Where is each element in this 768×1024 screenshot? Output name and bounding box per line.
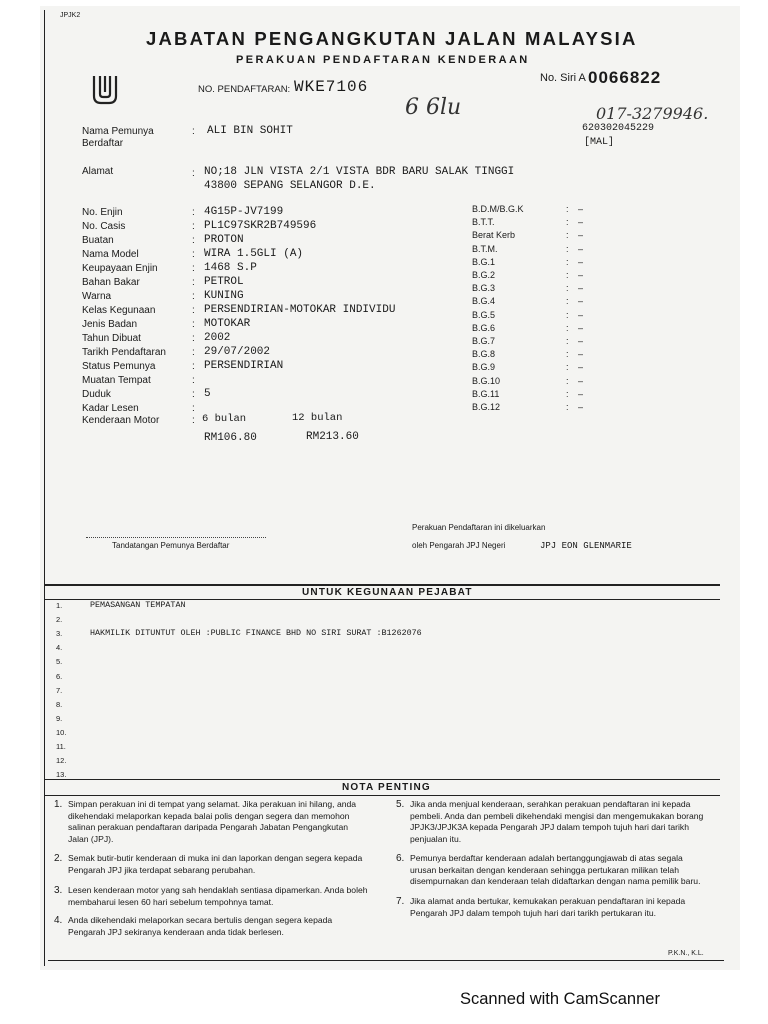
note-text: Simpan perakuan ini di tempat yang selamat. Jika perakuan ini hilang, anda dikehendaki melaporkan kepada balai polis dengan segera dan memohon salinan perakuan pendaftaran daripada Pengarah Jabatan Pengangkutan Jalan (JPJ). [68,799,357,844]
note-item [396,799,710,845]
owner-signature-label: Tandatangan Pemunya Berdaftar [112,541,230,550]
license-six-month-label: 6 bulan [202,413,247,425]
jpj-logo-icon [90,72,120,106]
weight-field-value: – [578,230,584,241]
vehicle-field-value: PETROL [204,276,244,288]
vehicle-field-value: PL1C97SKR2B749596 [204,220,317,232]
weight-field-colon: : [566,204,569,214]
office-row-number: 5. [56,657,63,667]
issued-line-1: Perakuan Pendaftaran ini dikeluarkan [412,523,546,532]
vehicle-field-label: Warna [82,291,112,302]
note-item [54,799,368,845]
weight-field-colon: : [566,256,569,267]
office-row-number: 8. [56,699,63,709]
note-item [54,915,368,938]
office-row-number: 9. [56,713,63,723]
footer-rule [48,960,724,961]
office-row-number: 6. [56,671,63,681]
office-row-number: 7. [56,685,63,695]
vehicle-field-colon: : [192,347,195,358]
weight-field-label: B.D.M/B.G.K [472,204,524,214]
vehicle-field-colon: : [192,221,195,232]
weight-field-colon: : [566,270,569,280]
weight-field-colon: : [566,349,569,360]
weight-field-label: B.T.T. [472,217,495,228]
weight-field-value: – [578,256,584,267]
vehicle-field-value: PERSENDIRIAN [204,360,284,372]
note-text: Pemunya berdaftar kenderaan adalah bertanggungjawab di atas segala urusan berkaitan dengan kenderaan sehingga pertukaran milikan telah disempurnakan dan kenderaan telah didaftarkan dengan nama pemilik baru. [410,853,701,886]
vehicle-field-label: Bahan Bakar [82,277,140,288]
weight-field-label: B.G.6 [472,322,496,333]
vehicle-field-colon: : [192,263,195,274]
vehicle-field-value: 1468 S.P [204,262,257,274]
issued-office: JPJ EON GLENMARIE [540,541,632,551]
handwritten-note: 6 6lu [405,95,462,120]
owner-id-no: 620302045229 [582,123,655,134]
note-text: Jika anda menjual kenderaan, serahkan perakuan pendaftaran ini kepada pembeli. Anda dan pembeli dikehendaki mengisi dan mengemukakan borang JPJK3/JPJK3A kepada Pengarah JPJ dalam tempoh tujuh hari dari tarikh penjualan itu. [410,799,704,844]
weight-field-label: B.G.9 [472,362,496,373]
address-line-2: 43800 SEPANG SELANGOR D.E. [204,180,376,192]
reg-no-label: NO. PENDAFTARAN: [198,84,291,95]
office-row-number: 3. [56,629,63,639]
note-text: Lesen kenderaan motor yang sah hendaklah sentiasa dipamerkan. Anda boleh membaharui lesen 60 hari sebelum tempohnya tamat. [68,885,368,907]
weight-field-value: – [578,375,584,386]
note-number: 1. [54,799,63,810]
weight-field-value: – [578,296,584,307]
notes-top-rule [44,779,720,780]
vehicle-field-label: Jenis Badan [82,319,138,330]
weight-field-label: B.G.2 [472,270,496,280]
vehicle-field-colon: : [192,235,195,246]
weight-field-value: – [578,243,584,254]
vehicle-field-label: Duduk [82,389,111,400]
vehicle-field-value: 29/07/2002 [204,346,271,358]
serial-value: 0066822 [588,68,662,87]
reg-no-value: WKE7106 [294,78,369,96]
vehicle-field-label: Kadar Lesen [82,403,139,414]
vehicle-field-label: Buatan [82,235,114,246]
weight-field-label: B.G.11 [472,388,500,399]
note-text: Jika alamat anda bertukar, kemukakan perakuan pendaftaran ini kepada Pengarah JPJ dalam tempoh tujuh hari dari tarikh pertukaran itu. [410,896,686,918]
vehicle-field-value: WIRA 1.5GLI (A) [204,248,304,260]
weight-field-colon: : [566,336,569,346]
weight-field-label: B.G.7 [472,336,496,346]
weight-field-colon: : [566,402,569,412]
office-row-number: 2. [56,615,63,625]
weight-field-value: – [578,388,584,399]
vehicle-field-label: Kenderaan Motor [82,415,160,426]
weight-field-value: – [578,336,584,346]
weight-field-label: B.G.8 [472,349,496,360]
note-text: Anda dikehendaki melaporkan secara bertulis dengan segera kepada Pengarah JPJ sekiranya kenderaan anda tidak berlesen. [68,915,333,937]
vehicle-field-label: Keupayaan Enjin [82,263,158,274]
weight-field-value: – [578,204,584,214]
vehicle-field-colon: : [192,277,195,288]
vehicle-field-colon: : [192,361,195,372]
weight-field-colon: : [566,283,569,294]
vehicle-field-label: Tahun Dibuat [82,333,141,344]
vehicle-field-label: No. Enjin [82,207,123,218]
notes-sub-rule [44,795,720,796]
weight-field-value: – [578,362,584,373]
weight-field-colon: : [566,217,569,228]
issued-line-2: oleh Pengarah JPJ Negeri [412,541,506,550]
jpj-logo [90,72,120,106]
vehicle-field-value: 5 [204,388,211,400]
vehicle-field-colon: : [192,333,195,344]
weight-field-colon: : [566,362,569,373]
vehicle-field-colon: : [192,415,195,426]
note-item [54,885,368,908]
note-number: 3. [54,885,63,896]
license-six-month-value: RM106.80 [204,432,257,444]
address-label: Alamat [82,166,114,177]
office-use-title: UNTUK KEGUNAAN PEJABAT [302,587,473,598]
note-number: 5. [396,799,405,810]
office-row-number: 12. [56,756,67,766]
vehicle-field-label: No. Casis [82,221,126,232]
weight-field-colon: : [566,230,569,241]
weight-field-label: B.G.10 [472,375,501,386]
vehicle-field-value: PROTON [204,234,244,246]
office-row-number: 10. [56,727,67,737]
agency-title: JABATAN PENGANGKUTAN JALAN MALAYSIA [146,28,638,49]
weight-field-label: B.G.1 [472,256,496,267]
vehicle-field-colon: : [192,249,195,260]
office-row-text: PEMASANGAN TEMPATAN [90,600,186,610]
address-line-1: NO;18 JLN VISTA 2/1 VISTA BDR BARU SALAK TINGGI [204,166,515,178]
vehicle-field-value: 2002 [204,332,231,344]
vehicle-field-colon: : [192,403,195,414]
vehicle-field-colon: : [192,305,195,316]
weight-field-colon: : [566,388,569,399]
note-item [396,853,710,888]
owner-signature-line [86,537,266,538]
weight-field-label: B.G.12 [472,402,501,412]
owner-name-label-1: Nama Pemunya [82,126,154,137]
weight-field-colon: : [566,243,569,254]
office-use-top-rule [44,584,720,586]
note-text: Semak butir-butir kenderaan di muka ini dan laporkan dengan segera kepada Pengarah JPJ jika terdapat sebarang perubahan. [68,853,363,875]
vehicle-field-label: Muatan Tempat [82,375,151,386]
weight-field-label: B.T.M. [472,243,498,254]
weight-field-label: B.G.4 [472,296,496,307]
vehicle-field-value: PERSENDIRIAN-MOTOKAR INDIVIDU [204,304,396,316]
weight-field-value: – [578,402,584,412]
license-twelve-month-label: 12 bulan [292,412,343,424]
notes-title: NOTA PENTING [342,782,431,793]
owner-name-value: ALI BIN SOHIT [207,125,293,137]
vehicle-field-colon: : [192,291,195,302]
vehicle-field-label: Status Pemunya [82,361,156,372]
note-number: 6. [396,853,405,864]
vehicle-field-value: KUNING [204,290,244,302]
weight-field-colon: : [566,296,569,307]
note-number: 7. [396,896,405,907]
weight-field-label: B.G.5 [472,309,496,320]
office-row-text: HAKMILIK DITUNTUT OLEH :PUBLIC FINANCE BHD NO SIRI SURAT :B1262076 [90,628,422,639]
vehicle-field-colon: : [192,207,195,218]
vehicle-field-label: Tarikh Pendaftaran [82,347,166,358]
office-row-number: 1. [56,601,63,610]
scanner-watermark: Scanned with CamScanner [460,990,660,1008]
weight-field-value: – [578,349,584,360]
office-row-number: 4. [56,643,63,653]
note-number: 2. [54,853,63,864]
weight-field-label: Berat Kerb [472,230,516,241]
vehicle-field-value: 4G15P-JV7199 [204,206,284,218]
handwritten-phone: 017-3279946. [596,104,709,123]
weight-field-value: – [578,217,584,228]
vehicle-field-colon: : [192,375,195,386]
vehicle-field-label: Kelas Kegunaan [82,305,156,316]
weight-field-value: – [578,309,584,320]
owner-id-type: [MAL] [584,137,615,148]
note-item [396,896,710,919]
print-code: P.K.N., K.L. [668,950,704,957]
address-colon: : [192,168,195,179]
weight-field-value: – [578,270,584,280]
document-title: PERAKUAN PENDAFTARAN KENDERAAN [236,54,530,66]
left-margin-line [44,10,45,966]
note-item [54,853,368,876]
note-number: 4. [54,915,63,926]
vehicle-field-label: Nama Model [82,249,139,260]
weight-field-value: – [578,283,584,294]
owner-name-colon: : [192,126,195,137]
weight-field-colon: : [566,309,569,320]
office-row-number: 11. [56,742,66,751]
serial-label: No. Siri A [540,72,586,84]
office-row-number: 13. [56,770,67,780]
weight-field-label: B.G.3 [472,283,496,294]
weight-field-value: – [578,322,584,333]
weight-field-colon: : [566,375,569,386]
form-code: JPJK2 [60,12,81,19]
license-twelve-month-value: RM213.60 [306,431,359,443]
vehicle-field-colon: : [192,389,195,400]
vehicle-field-value: MOTOKAR [204,318,251,330]
owner-name-label-2: Berdaftar [82,138,124,149]
weight-field-colon: : [566,322,569,333]
vehicle-field-colon: : [192,319,195,330]
